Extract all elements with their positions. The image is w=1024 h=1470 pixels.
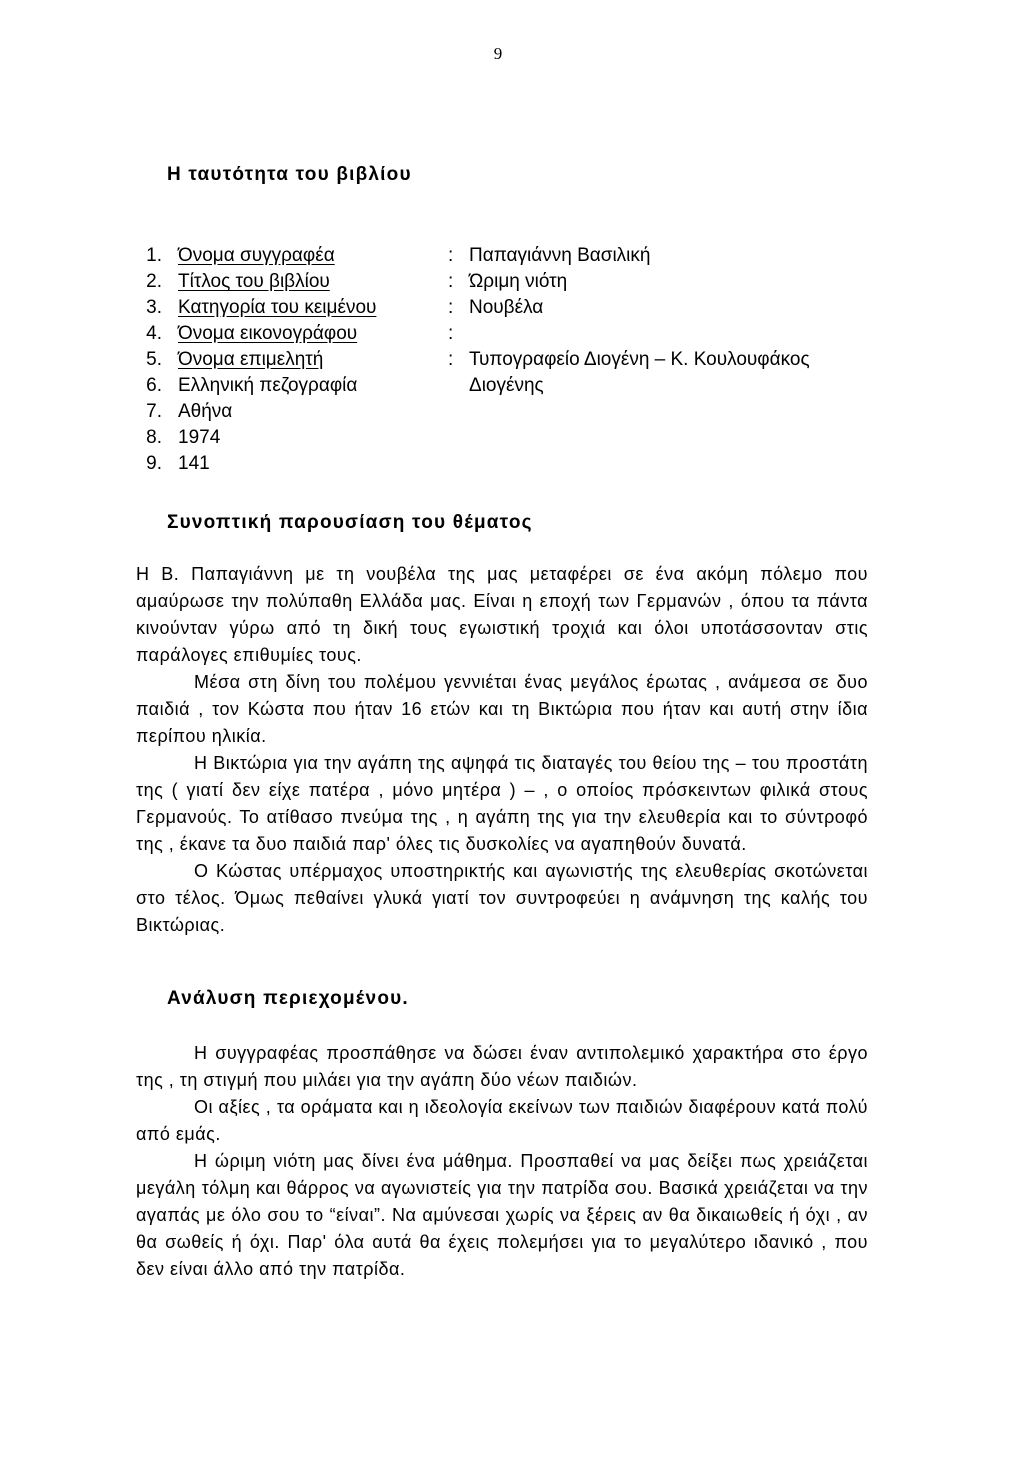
item-number: 9. [146,453,162,474]
item-number: 3. [146,297,162,318]
item-field: 141 [178,453,210,474]
item-colon: : [448,349,454,370]
item-value: Νουβέλα [469,297,544,318]
item-field: Όνομα επιμελητή [178,349,324,370]
analysis-text [136,1040,868,1283]
analysis-paragraph: Η συγγραφέας προσπάθησε να δώσει έναν αντιπολεμικό χαρακτήρα στο έργο της , τη στιγμή που μιλάει για την αγάπη δύο νέων παιδιών. [136,1043,868,1090]
summary-heading: Συνοπτική παρουσίαση του θέματος [167,512,533,533]
identity-heading: Η ταυτότητα του βιβλίου [167,164,412,185]
item-number: 2. [146,271,162,292]
item-number: 6. [146,375,162,396]
summary-paragraph: Ο Κώστας υπέρμαχος υποστηρικτής και αγωνιστής της ελευθερίας σκοτώνεται στο τέλος. Όμως πεθαίνει γλυκά γιατί τον συντροφεύει η ανάμνηση της καλής του Βικτώριας. [136,861,868,935]
item-number: 5. [146,349,162,370]
summary-paragraph: Μέσα στη δίνη του πολέμου γεννιέται ένας μεγάλος έρωτας , ανάμεσα σε δυο παιδιά , τον Κώστα που ήταν 16 ετών και τη Βικτώρια που ήταν και αυτή στην ίδια περίπου ηλικία. [136,672,868,746]
item-field: Ελληνική πεζογραφία [178,375,358,396]
summary-paragraph: Η Β. Παπαγιάννη με τη νουβέλα της μας μεταφέρει σε ένα ακόμη πόλεμο που αμαύρωσε την πολύπαθη Ελλάδα μας. Είναι η εποχή των Γερμανών , όπου τα πάντα κινούνταν γύρω από τη δική τους εγωιστική τροχιά και όλοι υποτάσσονταν στις παράλογες επιθυμίες τους. [136,564,868,665]
item-number: 1. [146,245,162,266]
item-colon: : [448,297,454,318]
item-value: Παπαγιάννη Βασιλική [469,245,651,266]
item-field: Τίτλος του βιβλίου [178,271,330,292]
summary-paragraph: Η Βικτώρια για την αγάπη της αψηφά τις διαταγές του θείου της – του προστάτη της ( γιατί δεν είχε πατέρα , μόνο μητέρα ) – , ο οποίος πρόσκειντων φιλικά στους Γερμανούς. Το ατίθασο πνεύμα της , η αγάπη της για την ελευθερία και το σύντροφό της , έκανε τα δυο παιδιά παρ' όλες τις δυσκολίες να αγαπηθούν δυνατά. [136,753,868,854]
analysis-heading: Ανάλυση περιεχομένου. [167,988,409,1009]
item-value: Διογένης [469,375,544,396]
summary-text [136,561,868,939]
item-field: Όνομα εικονογράφου [178,323,358,344]
item-colon: : [448,271,454,292]
item-number: 4. [146,323,162,344]
page-number: 9 [493,44,503,63]
item-value: Ώριμη νιότη [469,271,568,292]
item-colon: : [448,323,454,344]
item-field: Κατηγορία του κειμένου [178,297,377,318]
item-number: 7. [146,401,162,422]
analysis-paragraph: Η ώριμη νιότη μας δίνει ένα μάθημα. Προσπαθεί να μας δείξει πως χρειάζεται μεγάλη τόλμη και θάρρος να αγωνιστείς για την πατρίδα σου. Βασικά χρειάζεται να την αγαπάς με όλο σου το “είναι”. Να αμύνεσαι χωρίς να ξέρεις αν θα δικαιωθείς ή όχι , αν θα σωθείς ή όχι. Παρ' όλα αυτά θα έχεις πολεμήσει για το μεγαλύτερο ιδανικό , που δεν είναι άλλο από την πατρίδα. [136,1151,868,1279]
item-value: Τυπογραφείο Διογένη – Κ. Κουλουφάκος [469,349,810,370]
item-number: 8. [146,427,162,448]
analysis-paragraph: Οι αξίες , τα οράματα και η ιδεολογία εκείνων των παιδιών διαφέρουν κατά πολύ από εμάς. [136,1097,868,1144]
item-colon: : [448,245,454,266]
item-field: Όνομα συγγραφέα [178,245,335,266]
item-field: 1974 [178,427,221,448]
item-field: Αθήνα [178,401,233,422]
